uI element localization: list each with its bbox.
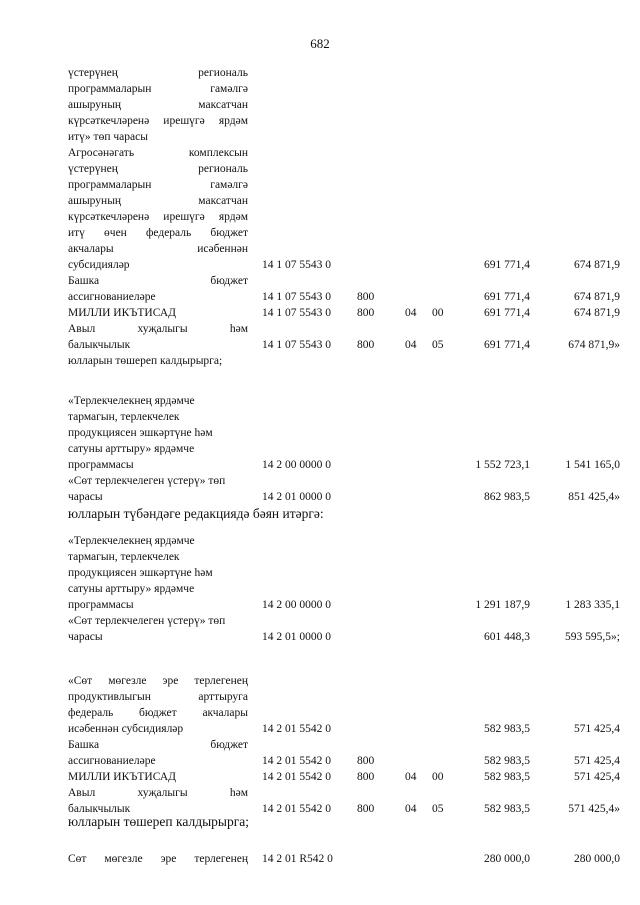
row-description: балыкчылык bbox=[68, 339, 131, 351]
row-description: программасы bbox=[68, 459, 134, 471]
table-row bbox=[0, 786, 640, 800]
row-value-2020: 571 425,4 bbox=[574, 771, 620, 783]
row-description: тармагын, терлекчелек bbox=[68, 411, 180, 423]
row-code: 14 2 01 5542 0 bbox=[262, 803, 331, 815]
table-row bbox=[0, 490, 640, 504]
row-value-2019: 582 983,5 bbox=[484, 755, 530, 767]
table-row bbox=[0, 338, 640, 352]
row-code: 14 2 01 5542 0 bbox=[262, 755, 331, 767]
row-value-2020: 1 541 165,0 bbox=[565, 459, 620, 471]
row-description: «Терлекчелекнең ярдәмче bbox=[68, 535, 195, 547]
row-description: продукциясен эшкәртүне һәм bbox=[68, 427, 213, 439]
row-description: сатуны арттыру» ярдәмче bbox=[68, 443, 195, 455]
row-description: ассигнованиеләре bbox=[68, 755, 156, 767]
table-row bbox=[0, 114, 640, 128]
table-row bbox=[0, 738, 640, 752]
instruction-line: юлларын түбәндәге редакциядә бәян итәргә: bbox=[68, 506, 324, 521]
row-value-2019: 582 983,5 bbox=[484, 771, 530, 783]
table-row bbox=[0, 674, 640, 688]
row-code: 14 2 01 0000 0 bbox=[262, 491, 331, 503]
table-row bbox=[0, 354, 640, 368]
row-description: тармагын, терлекчелек bbox=[68, 551, 180, 563]
row-description: күрсәткечләренә ирешүгә ярдәм bbox=[68, 211, 248, 223]
row-description: Авыл хуҗалыгы һәм bbox=[68, 787, 248, 799]
table-row bbox=[0, 614, 640, 628]
table-row bbox=[0, 598, 640, 612]
row-description: акчалары исәбеннән bbox=[68, 243, 248, 255]
row-expense-type: 800 bbox=[357, 307, 375, 319]
row-value-2020: 1 283 335,1 bbox=[565, 599, 620, 611]
row-description: ашыруның максатчан bbox=[68, 99, 248, 111]
row-code: 14 1 07 5543 0 bbox=[262, 307, 331, 319]
row-description: ассигнованиеләре bbox=[68, 291, 156, 303]
row-value-2020: 674 871,9 bbox=[574, 291, 620, 303]
table-row bbox=[0, 566, 640, 580]
row-value-2020: 674 871,9 bbox=[574, 259, 620, 271]
row-description: «Сөт терлекчелеген үстерү» төп bbox=[68, 615, 226, 627]
row-description: чарасы bbox=[68, 631, 103, 643]
table-row bbox=[0, 146, 640, 160]
row-description: үстерүнең региональ bbox=[68, 163, 248, 175]
row-code: 14 1 07 5543 0 bbox=[262, 291, 331, 303]
row-value-2019: 862 983,5 bbox=[484, 491, 530, 503]
row-description: ашыруның максатчан bbox=[68, 195, 248, 207]
row-code: 14 2 00 0000 0 bbox=[262, 599, 331, 611]
row-value-2020: 674 871,9 bbox=[574, 307, 620, 319]
table-row bbox=[0, 130, 640, 144]
row-section: 04 bbox=[405, 339, 417, 351]
row-section: 04 bbox=[405, 307, 417, 319]
table-row bbox=[0, 306, 640, 320]
row-value-2020: 571 425,4» bbox=[568, 803, 620, 815]
row-value-2019: 1 552 723,1 bbox=[475, 459, 530, 471]
table-row bbox=[0, 66, 640, 80]
row-description: «Терлекчелекнең ярдәмче bbox=[68, 395, 195, 407]
row-section: 04 bbox=[405, 771, 417, 783]
row-code: 14 1 07 5543 0 bbox=[262, 339, 331, 351]
row-description: субсидияләр bbox=[68, 259, 130, 271]
row-value-2020: 571 425,4 bbox=[574, 755, 620, 767]
row-expense-type: 800 bbox=[357, 339, 375, 351]
row-description: үстерүнең региональ bbox=[68, 67, 248, 79]
table-row bbox=[0, 534, 640, 548]
row-value-2019: 280 000,0 bbox=[484, 853, 530, 865]
row-description: продукциясен эшкәртүне һәм bbox=[68, 567, 213, 579]
table-row bbox=[0, 98, 640, 112]
row-value-2020: 280 000,0 bbox=[574, 853, 620, 865]
table-row bbox=[0, 474, 640, 488]
table-row bbox=[0, 754, 640, 768]
row-description: Башка бюджет bbox=[68, 739, 248, 751]
row-description: «Сөт мөгезле эре терлегенең bbox=[68, 675, 248, 687]
row-code: 14 2 01 5542 0 bbox=[262, 723, 331, 735]
table-row bbox=[0, 410, 640, 424]
row-value-2020: 593 595,5»; bbox=[565, 631, 620, 643]
row-expense-type: 800 bbox=[357, 291, 375, 303]
row-value-2019: 691 771,4 bbox=[484, 291, 530, 303]
table-row bbox=[0, 178, 640, 192]
page-number: 682 bbox=[310, 36, 330, 51]
row-description: чарасы bbox=[68, 491, 103, 503]
table-row bbox=[0, 722, 640, 736]
row-value-2019: 1 291 187,9 bbox=[475, 599, 530, 611]
row-code: 14 2 01 R542 0 bbox=[262, 853, 333, 865]
table-row bbox=[0, 690, 640, 704]
row-description: күрсәткечләренә ирешүгә ярдәм bbox=[68, 115, 248, 127]
row-value-2020: 851 425,4» bbox=[568, 491, 620, 503]
table-row bbox=[0, 706, 640, 720]
table-row bbox=[0, 852, 640, 866]
table-row bbox=[0, 770, 640, 784]
row-description: исәбеннән субсидияләр bbox=[68, 723, 184, 735]
table-row bbox=[0, 258, 640, 272]
table-row bbox=[0, 194, 640, 208]
table-row bbox=[0, 550, 640, 564]
row-value-2020: 674 871,9» bbox=[568, 339, 620, 351]
row-description: программаларын гамәлгә bbox=[68, 83, 248, 95]
row-subsection: 05 bbox=[432, 339, 444, 351]
row-subsection: 00 bbox=[432, 307, 444, 319]
row-subsection: 05 bbox=[432, 803, 444, 815]
table-row bbox=[0, 458, 640, 472]
row-description: Сөт мөгезле эре терлегенең bbox=[68, 853, 248, 865]
row-expense-type: 800 bbox=[357, 803, 375, 815]
row-description: «Сөт терлекчелеген үстерү» төп bbox=[68, 475, 226, 487]
row-description: Авыл хуҗалыгы һәм bbox=[68, 323, 248, 335]
row-description: итү өчен федераль бюджет bbox=[68, 227, 248, 239]
table-row bbox=[0, 226, 640, 240]
row-description: МИЛЛИ ИКЪТИСАД bbox=[68, 307, 176, 319]
row-value-2019: 582 983,5 bbox=[484, 803, 530, 815]
row-description: программаларын гамәлгә bbox=[68, 179, 248, 191]
table-row bbox=[0, 210, 640, 224]
instruction-line: юлларын төшереп калдырырга; bbox=[68, 814, 250, 829]
row-description: Агросәнәгать комплексын bbox=[68, 147, 248, 159]
row-value-2019: 691 771,4 bbox=[484, 339, 530, 351]
row-value-2020: 571 425,4 bbox=[574, 723, 620, 735]
row-value-2019: 582 983,5 bbox=[484, 723, 530, 735]
table-row bbox=[0, 442, 640, 456]
table-row bbox=[0, 426, 640, 440]
row-expense-type: 800 bbox=[357, 771, 375, 783]
row-description: сатуны арттыру» ярдәмче bbox=[68, 583, 195, 595]
table-row bbox=[0, 242, 640, 256]
table-row bbox=[0, 274, 640, 288]
row-description: балыкчылык bbox=[68, 803, 131, 815]
row-description: МИЛЛИ ИКЪТИСАД bbox=[68, 771, 176, 783]
row-code: 14 2 01 5542 0 bbox=[262, 771, 331, 783]
row-code: 14 2 00 0000 0 bbox=[262, 459, 331, 471]
row-subsection: 00 bbox=[432, 771, 444, 783]
table-row bbox=[0, 290, 640, 304]
row-description: продуктивлыгын арттыруга bbox=[68, 691, 248, 703]
table-row bbox=[0, 82, 640, 96]
row-code: 14 2 01 0000 0 bbox=[262, 631, 331, 643]
row-expense-type: 800 bbox=[357, 755, 375, 767]
row-value-2019: 691 771,4 bbox=[484, 259, 530, 271]
table-row bbox=[0, 162, 640, 176]
row-section: 04 bbox=[405, 803, 417, 815]
row-code: 14 1 07 5543 0 bbox=[262, 259, 331, 271]
row-description: юлларын төшереп калдырырга; bbox=[68, 355, 223, 367]
row-description: итү» төп чарасы bbox=[68, 131, 148, 143]
row-description: программасы bbox=[68, 599, 134, 611]
table-row bbox=[0, 630, 640, 644]
row-value-2019: 601 448,3 bbox=[484, 631, 530, 643]
table-row bbox=[0, 582, 640, 596]
row-description: федераль бюджет акчалары bbox=[68, 707, 248, 719]
row-description: Башка бюджет bbox=[68, 275, 248, 287]
table-row bbox=[0, 394, 640, 408]
table-row bbox=[0, 322, 640, 336]
row-value-2019: 691 771,4 bbox=[484, 307, 530, 319]
